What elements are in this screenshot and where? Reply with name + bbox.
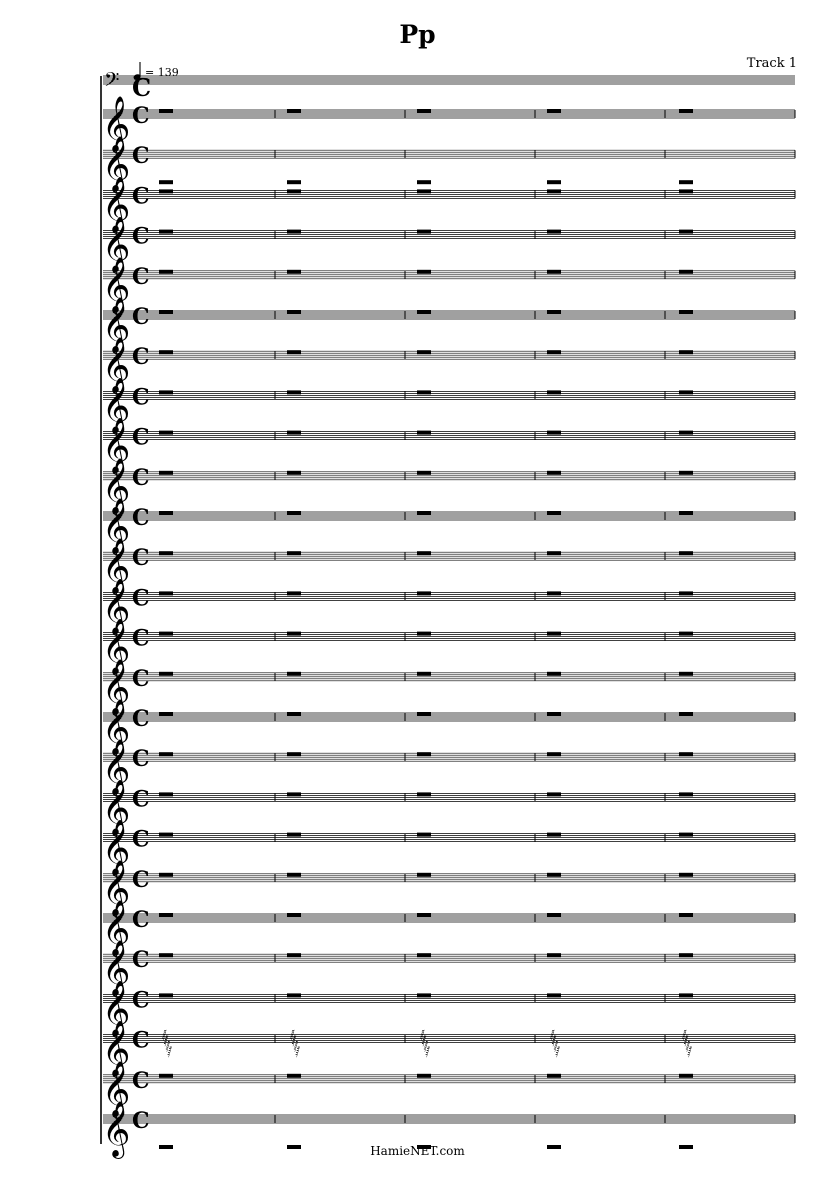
whole-rest bbox=[547, 873, 561, 877]
whole-rest bbox=[547, 270, 561, 274]
whole-rest bbox=[547, 189, 561, 193]
whole-rest bbox=[417, 431, 431, 435]
whole-rest bbox=[679, 873, 693, 877]
treble-clef-icon: 𝄞 bbox=[102, 658, 131, 715]
whole-rest bbox=[417, 953, 431, 957]
whole-rest bbox=[417, 270, 431, 274]
short-rest-icon: 𝅂 bbox=[687, 1047, 692, 1059]
time-signature: C bbox=[132, 665, 150, 692]
whole-rest bbox=[417, 1074, 431, 1078]
short-rest-icon: 𝅂 bbox=[425, 1047, 430, 1059]
whole-rest bbox=[417, 833, 431, 837]
treble-clef-icon: 𝄞 bbox=[102, 940, 131, 997]
whole-rest bbox=[287, 471, 301, 475]
treble-clef-icon: 𝄞 bbox=[102, 618, 131, 675]
time-signature: C bbox=[132, 1027, 150, 1054]
whole-rest bbox=[417, 390, 431, 394]
time-signature: C bbox=[132, 263, 150, 290]
time-signature: C bbox=[132, 1108, 150, 1134]
whole-rest bbox=[547, 180, 561, 184]
time-signature: C bbox=[132, 304, 150, 330]
track-label: Track 1 bbox=[746, 56, 797, 71]
whole-rest bbox=[547, 350, 561, 354]
whole-rest bbox=[159, 180, 173, 184]
treble-clef-icon: 𝄞 bbox=[102, 819, 131, 876]
time-signature: C bbox=[132, 907, 150, 933]
short-rest-icon: 𝅂 bbox=[682, 1030, 687, 1042]
time-signature: C bbox=[132, 866, 150, 893]
treble-clef-icon: 𝄞 bbox=[102, 297, 131, 353]
whole-rest bbox=[287, 230, 301, 234]
short-rest-icon: 𝅂 bbox=[163, 1036, 169, 1048]
time-signature: C bbox=[132, 103, 150, 129]
time-signature: C bbox=[132, 73, 152, 102]
short-rest-icon: 𝅂 bbox=[685, 1041, 691, 1053]
whole-rest bbox=[159, 591, 173, 595]
treble-clef-icon: 𝄞 bbox=[102, 417, 131, 474]
treble-clef-icon: 𝄞 bbox=[102, 256, 131, 313]
short-rest-icon: 𝅂 bbox=[421, 1036, 427, 1048]
whole-rest bbox=[417, 591, 431, 595]
time-signature: C bbox=[132, 826, 150, 853]
short-rest-icon: 𝅂 bbox=[165, 1041, 171, 1053]
time-signature: C bbox=[132, 143, 150, 170]
score-title: Pp bbox=[399, 20, 436, 49]
whole-rest bbox=[287, 712, 301, 716]
whole-rest bbox=[417, 551, 431, 555]
whole-rest bbox=[417, 712, 431, 716]
time-signature: C bbox=[132, 585, 150, 612]
whole-rest bbox=[287, 180, 301, 184]
whole-rest bbox=[417, 180, 431, 184]
whole-rest bbox=[287, 873, 301, 877]
treble-clef-icon: 𝄞 bbox=[102, 498, 131, 554]
short-rest-icon: 𝅂 bbox=[683, 1036, 689, 1048]
whole-rest bbox=[547, 431, 561, 435]
time-signature: C bbox=[132, 505, 150, 531]
time-signature: C bbox=[132, 183, 150, 210]
whole-rest bbox=[679, 953, 693, 957]
whole-rest bbox=[679, 591, 693, 595]
treble-clef-icon: 𝄞 bbox=[102, 779, 131, 836]
short-rest-icon: 𝅂 bbox=[162, 1030, 167, 1042]
treble-clef-icon: 𝄞 bbox=[102, 859, 131, 916]
whole-rest bbox=[417, 752, 431, 756]
whole-rest bbox=[287, 270, 301, 274]
treble-clef-icon: 𝄞 bbox=[102, 457, 131, 514]
whole-rest bbox=[287, 310, 301, 314]
whole-rest bbox=[547, 833, 561, 837]
whole-rest bbox=[287, 953, 301, 957]
whole-rest bbox=[287, 672, 301, 676]
whole-rest bbox=[679, 310, 693, 314]
whole-rest bbox=[287, 913, 301, 917]
whole-rest bbox=[679, 672, 693, 676]
whole-rest bbox=[287, 189, 301, 193]
whole-rest bbox=[159, 752, 173, 756]
treble-clef-icon: 𝄞 bbox=[102, 176, 131, 233]
whole-rest bbox=[159, 350, 173, 354]
time-signature: C bbox=[132, 625, 150, 652]
whole-rest bbox=[159, 189, 173, 193]
whole-rest bbox=[159, 913, 173, 917]
whole-rest bbox=[547, 109, 561, 113]
whole-rest bbox=[417, 471, 431, 475]
whole-rest bbox=[159, 993, 173, 997]
whole-rest bbox=[287, 752, 301, 756]
whole-rest bbox=[159, 551, 173, 555]
whole-rest bbox=[159, 390, 173, 394]
time-signature: C bbox=[132, 947, 150, 974]
whole-rest bbox=[159, 1074, 173, 1078]
whole-rest bbox=[159, 511, 173, 515]
whole-rest bbox=[679, 270, 693, 274]
whole-rest bbox=[287, 632, 301, 636]
short-rest-icon: 𝅂 bbox=[553, 1041, 559, 1053]
whole-rest bbox=[417, 189, 431, 193]
time-signature: C bbox=[132, 464, 150, 491]
whole-rest bbox=[159, 833, 173, 837]
whole-rest bbox=[679, 1074, 693, 1078]
whole-rest bbox=[679, 230, 693, 234]
whole-rest bbox=[679, 431, 693, 435]
whole-rest bbox=[159, 792, 173, 796]
time-signature: C bbox=[132, 424, 150, 451]
whole-rest bbox=[679, 350, 693, 354]
whole-rest bbox=[547, 230, 561, 234]
whole-rest bbox=[679, 511, 693, 515]
whole-rest bbox=[159, 953, 173, 957]
short-rest-icon: 𝅂 bbox=[551, 1036, 557, 1048]
whole-rest bbox=[547, 591, 561, 595]
whole-rest bbox=[679, 109, 693, 113]
treble-clef-icon: 𝄞 bbox=[102, 337, 131, 394]
time-signature: C bbox=[132, 1067, 150, 1094]
short-rest-icon: 𝅂 bbox=[550, 1030, 555, 1042]
treble-clef-icon: 𝄞 bbox=[102, 1101, 131, 1157]
treble-clef-icon: 𝄞 bbox=[102, 900, 131, 956]
whole-rest bbox=[159, 632, 173, 636]
whole-rest bbox=[417, 109, 431, 113]
whole-rest bbox=[417, 993, 431, 997]
whole-rest bbox=[159, 431, 173, 435]
short-rest-icon: 𝅂 bbox=[555, 1047, 560, 1059]
short-rest-icon: 𝅂 bbox=[291, 1036, 297, 1048]
whole-rest bbox=[159, 712, 173, 716]
whole-rest bbox=[679, 180, 693, 184]
whole-rest bbox=[159, 471, 173, 475]
tempo-marking: = 139 bbox=[145, 66, 179, 79]
whole-rest bbox=[159, 310, 173, 314]
time-signature: C bbox=[132, 545, 150, 572]
time-signature: C bbox=[132, 344, 150, 371]
whole-rest bbox=[287, 591, 301, 595]
whole-rest bbox=[679, 471, 693, 475]
whole-rest bbox=[547, 310, 561, 314]
time-signature: C bbox=[132, 706, 150, 732]
whole-rest bbox=[417, 873, 431, 877]
time-signature: C bbox=[132, 786, 150, 813]
whole-rest bbox=[159, 270, 173, 274]
whole-rest bbox=[287, 390, 301, 394]
whole-rest bbox=[547, 471, 561, 475]
short-rest-icon: 𝅂 bbox=[295, 1047, 300, 1059]
whole-rest bbox=[679, 390, 693, 394]
whole-rest bbox=[679, 712, 693, 716]
whole-rest bbox=[287, 833, 301, 837]
whole-rest bbox=[417, 310, 431, 314]
whole-rest bbox=[287, 109, 301, 113]
treble-clef-icon: 𝄞 bbox=[102, 216, 131, 273]
whole-rest bbox=[417, 350, 431, 354]
whole-rest bbox=[159, 109, 173, 113]
treble-clef-icon: 𝄞 bbox=[102, 980, 131, 1037]
whole-rest bbox=[159, 672, 173, 676]
whole-rest bbox=[287, 431, 301, 435]
whole-rest bbox=[417, 672, 431, 676]
whole-rest bbox=[547, 632, 561, 636]
whole-rest bbox=[547, 672, 561, 676]
short-rest-icon: 𝅂 bbox=[293, 1041, 299, 1053]
treble-clef-icon: 𝄞 bbox=[102, 739, 131, 796]
whole-rest bbox=[679, 752, 693, 756]
treble-clef-icon: 𝄞 bbox=[102, 377, 131, 434]
whole-rest bbox=[417, 230, 431, 234]
treble-clef-icon: 𝄞 bbox=[102, 136, 131, 193]
whole-rest bbox=[547, 390, 561, 394]
treble-clef-icon: 𝄞 bbox=[102, 578, 131, 635]
whole-rest bbox=[547, 993, 561, 997]
short-rest-icon: 𝅂 bbox=[290, 1030, 295, 1042]
short-rest-icon: 𝅂 bbox=[420, 1030, 425, 1042]
time-signature: C bbox=[132, 987, 150, 1014]
treble-clef-icon: 𝄞 bbox=[102, 1060, 131, 1117]
treble-clef-icon: 𝄞 bbox=[102, 1020, 131, 1077]
whole-rest bbox=[287, 792, 301, 796]
whole-rest bbox=[159, 873, 173, 877]
whole-rest bbox=[287, 350, 301, 354]
whole-rest bbox=[547, 792, 561, 796]
whole-rest bbox=[679, 632, 693, 636]
whole-rest bbox=[679, 189, 693, 193]
whole-rest bbox=[547, 712, 561, 716]
whole-rest bbox=[287, 551, 301, 555]
short-rest-icon: 𝅂 bbox=[167, 1047, 172, 1059]
whole-rest bbox=[679, 792, 693, 796]
whole-rest bbox=[547, 551, 561, 555]
treble-clef-icon: 𝄞 bbox=[102, 538, 131, 595]
bass-clef-icon: 𝄢 bbox=[104, 68, 120, 96]
whole-rest bbox=[417, 511, 431, 515]
whole-rest bbox=[547, 1074, 561, 1078]
whole-rest bbox=[547, 511, 561, 515]
whole-rest bbox=[159, 230, 173, 234]
footer-credit: HamieNET.com bbox=[370, 1144, 465, 1158]
whole-rest bbox=[417, 632, 431, 636]
whole-rest bbox=[679, 833, 693, 837]
whole-rest bbox=[417, 913, 431, 917]
whole-rest bbox=[287, 1074, 301, 1078]
whole-rest bbox=[287, 511, 301, 515]
whole-rest bbox=[679, 993, 693, 997]
whole-rest bbox=[287, 993, 301, 997]
whole-rest bbox=[679, 913, 693, 917]
whole-rest bbox=[547, 752, 561, 756]
time-signature: C bbox=[132, 746, 150, 773]
short-rest-icon: 𝅂 bbox=[423, 1041, 429, 1053]
time-signature: C bbox=[132, 223, 150, 250]
treble-clef-icon: 𝄞 bbox=[102, 699, 131, 755]
whole-rest bbox=[417, 792, 431, 796]
whole-rest bbox=[679, 551, 693, 555]
whole-rest bbox=[547, 913, 561, 917]
treble-clef-icon: 𝄞 bbox=[102, 96, 131, 152]
time-signature: C bbox=[132, 384, 150, 411]
whole-rest bbox=[547, 953, 561, 957]
